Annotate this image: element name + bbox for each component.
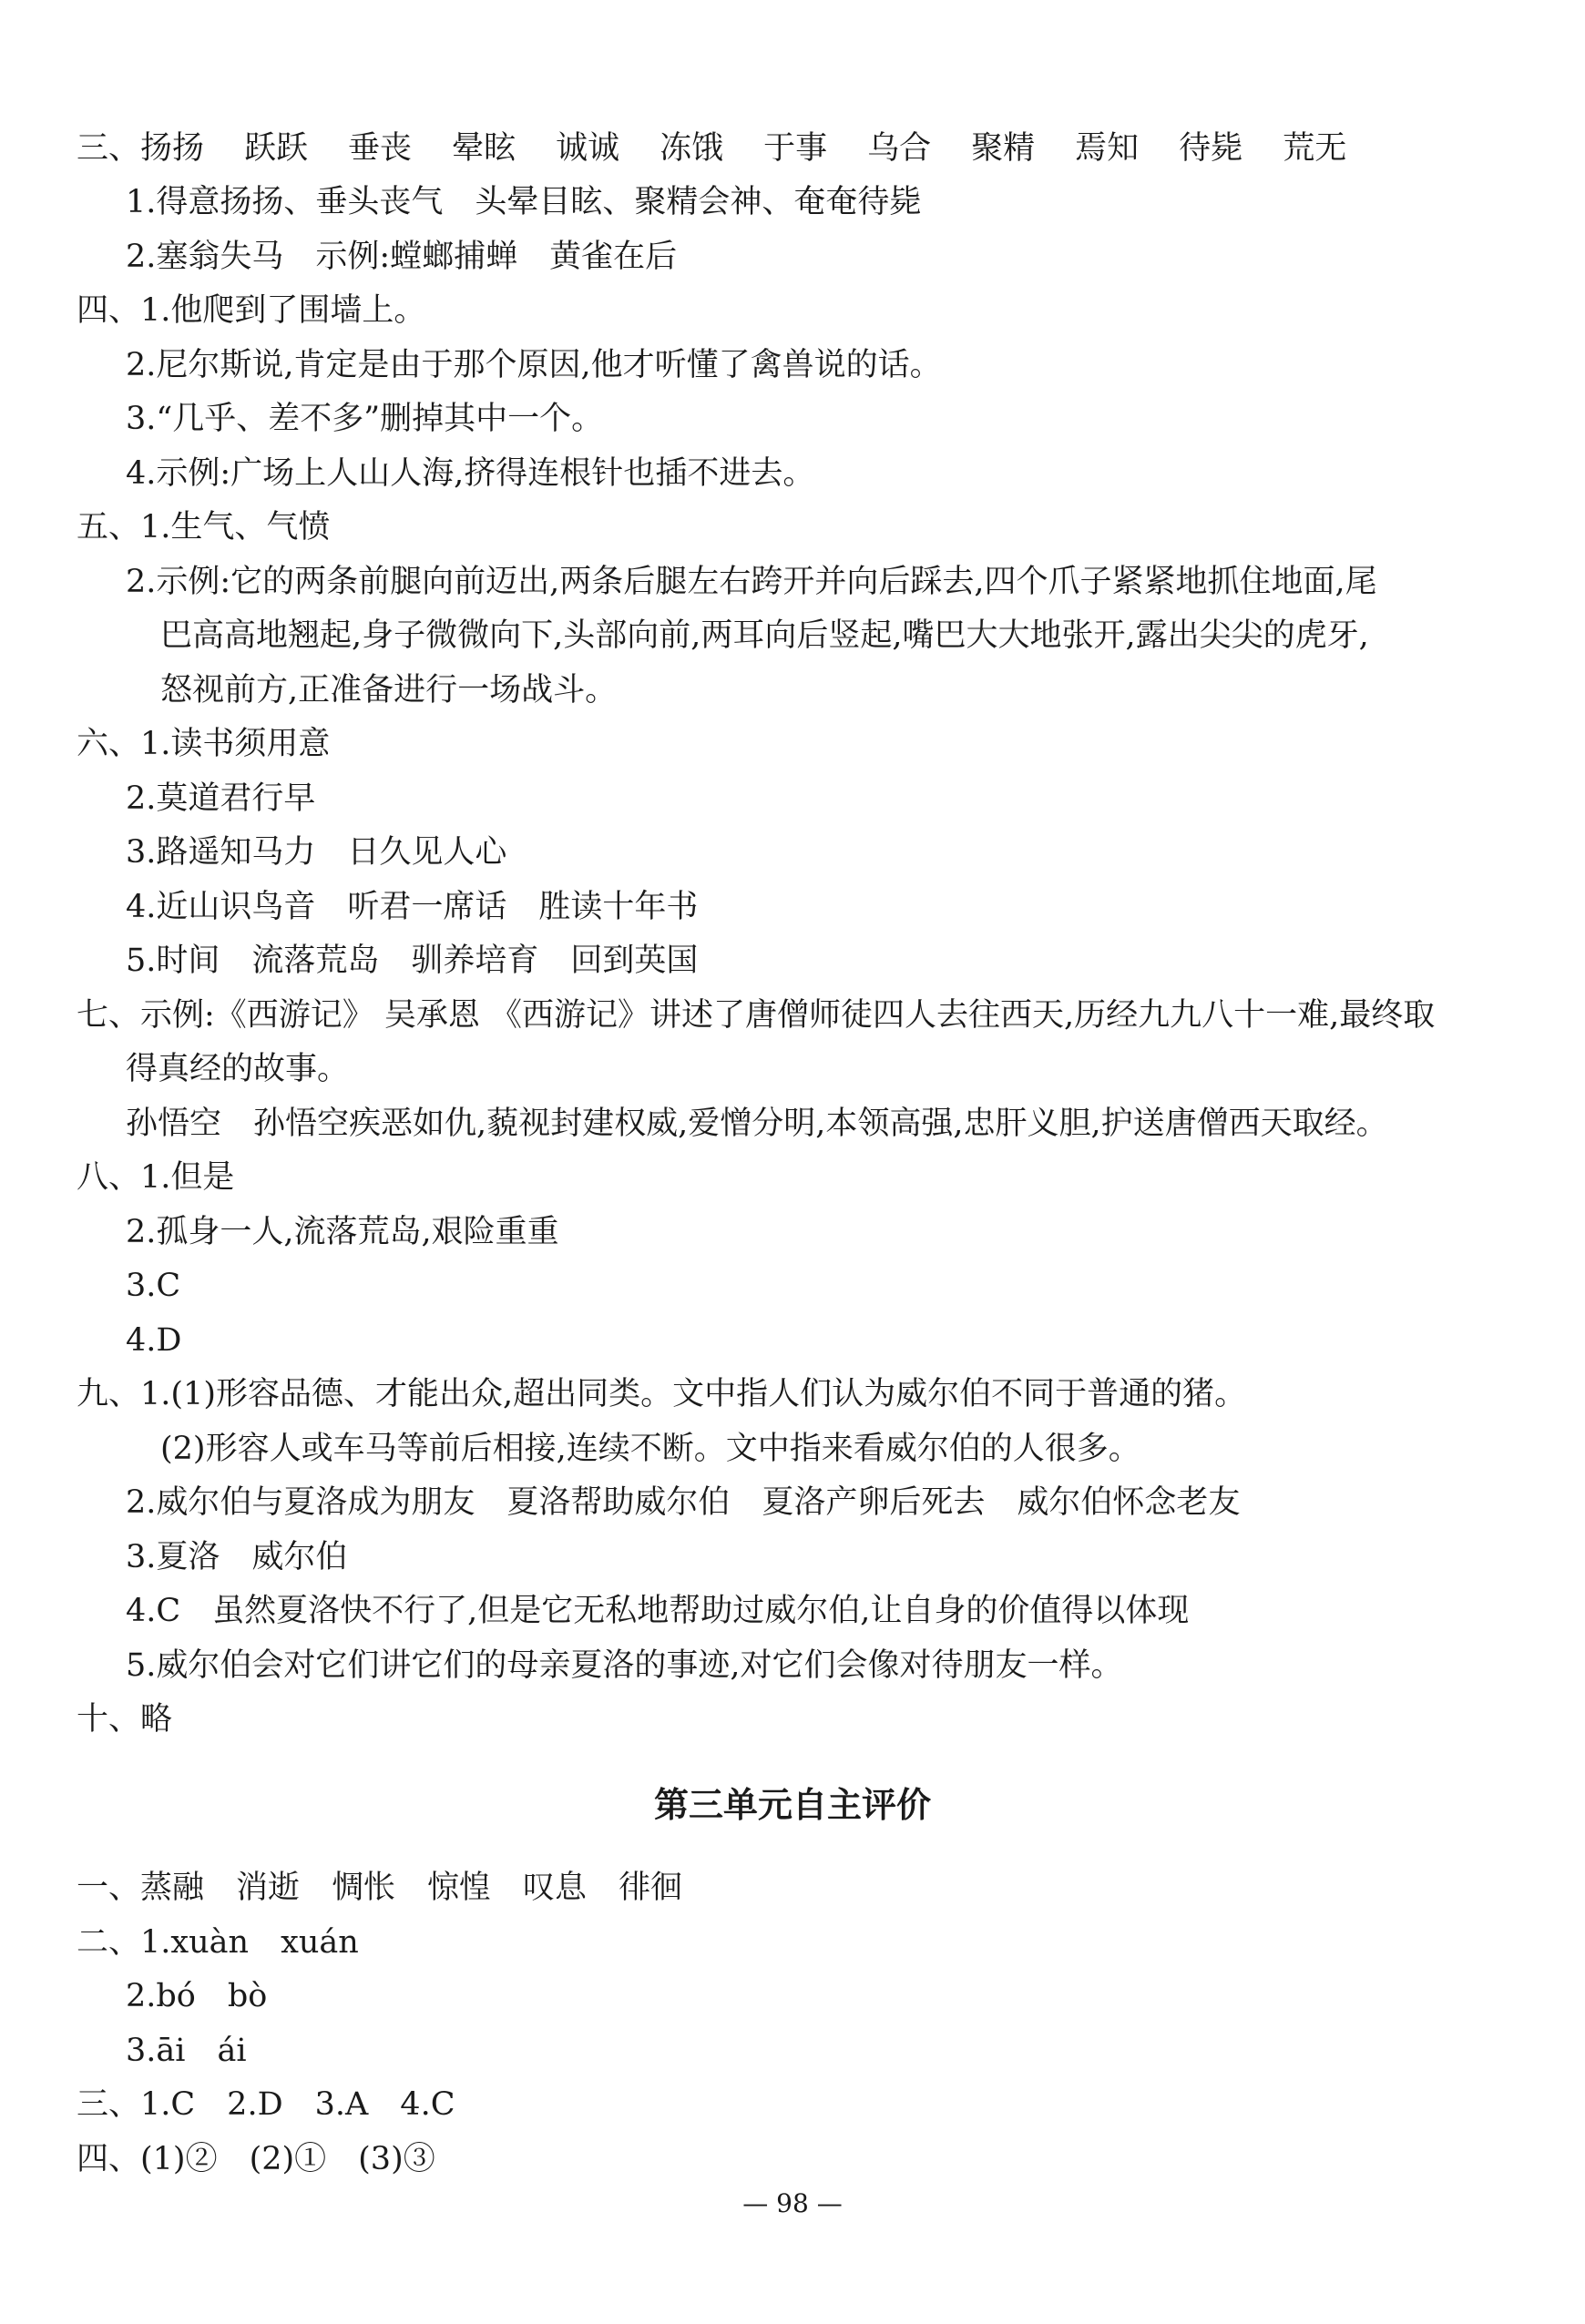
answer-line: 5.时间 流落荒岛 驯养培育 回到英国 (126, 943, 699, 979)
answer-line: 5.威尔伯会对它们讲它们的母亲夏洛的事迹,对它们会像对待朋友一样。 (126, 1647, 1123, 1684)
page-number: — 98 — (742, 2188, 843, 2218)
answer-line: 得真经的故事。 (126, 1051, 350, 1087)
unit-title: 第三单元自主评价 (653, 1785, 931, 1825)
answer-line: (2)形容人或车马等前后相接,连续不断。文中指来看威尔伯的人很多。 (160, 1431, 1140, 1467)
word-pair: 待毙 (1179, 130, 1243, 167)
answer-line: 九、1.(1)形容品德、才能出众,超出同类。文中指人们认为威尔伯不同于普通的猪。 (77, 1376, 1247, 1412)
answer-line: 3.C (126, 1268, 181, 1304)
answer-line: 2.尼尔斯说,肯定是由于那个原因,他才听懂了禽兽说的话。 (126, 347, 942, 383)
word-pair: 焉知 (1075, 130, 1140, 167)
answer-line: 4.示例:广场上人山人海,挤得连根针也插不进去。 (126, 455, 815, 492)
answer-line: 3.路遥知马力 日久见人心 (126, 834, 507, 871)
answer-line: 巴高高地翘起,身子微微向下,头部向前,两耳向后竖起,嘴巴大大地张开,露出尖尖的虎牙, (160, 617, 1369, 654)
answer-line: 2.莫道君行早 (126, 780, 316, 817)
answer-line: 3.夏洛 威尔伯 (126, 1539, 348, 1575)
answer-line: 孙悟空 孙悟空疾恶如仇,藐视封建权威,爱憎分明,本领高强,忠肝义胆,护送唐僧西天取经。 (126, 1106, 1388, 1142)
answer-line: 2.bó bò (126, 1978, 268, 2014)
word-pair: 扬扬 (140, 130, 205, 167)
answer-line: 2.威尔伯与夏洛成为朋友 夏洛帮助威尔伯 夏洛产卵后死去 威尔伯怀念老友 (126, 1484, 1241, 1521)
answer-line: 五、1.生气、气愤 (77, 509, 331, 545)
answer-line: 3.“几乎、差不多”删掉其中一个。 (126, 401, 604, 437)
answer-line: 八、1.但是 (77, 1159, 235, 1196)
answer-line: 2.孤身一人,流落荒岛,艰险重重 (126, 1214, 559, 1250)
word-pair: 于事 (763, 130, 828, 167)
word-pair: 荒无 (1283, 130, 1347, 167)
word-pair: 诚诚 (556, 130, 620, 167)
answer-line: 2.示例:它的两条前腿向前迈出,两条后腿左右跨开并向后踩去,四个爪子紧紧地抓住地面,尾 (126, 564, 1377, 600)
word-pair: 垂丧 (348, 130, 413, 167)
answer-line: 4.近山识鸟音 听君一席话 胜读十年书 (126, 889, 699, 925)
answer-line: 2.塞翁失马 示例:螳螂捕蝉 黄雀在后 (126, 239, 678, 275)
word-pair: 聚精 (971, 130, 1036, 167)
section-3-words: 三、扬扬 跃跃 垂丧 晕眩 诚诚 冻饿 于事 乌合 聚精 焉知 待毙 荒无 (77, 130, 1347, 167)
answer-line: 三、1.C 2.D 3.A 4.C (77, 2086, 455, 2123)
word-pair: 冻饿 (660, 130, 724, 167)
answer-line: 1.得意扬扬、垂头丧气 头晕目眩、聚精会神、奄奄待毙 (126, 184, 922, 220)
word-pair: 乌合 (867, 130, 932, 167)
word-pair: 晕眩 (452, 130, 516, 167)
answer-line: 4.C 虽然夏洛快不行了,但是它无私地帮助过威尔伯,让自身的价值得以体现 (126, 1593, 1190, 1629)
answer-line: 四、1.他爬到了围墙上。 (77, 292, 426, 329)
answer-line: 四、(1)② (2)① (3)③ (77, 2141, 435, 2177)
word-pair: 跃跃 (244, 130, 309, 167)
answer-line: 4.D (126, 1322, 182, 1359)
answer-line: 二、1.xuàn xuán (77, 1924, 359, 1961)
answer-line: 七、示例:《西游记》 吴承恩 《西游记》讲述了唐僧师徒四人去往西天,历经九九八十一难,最终取 (77, 997, 1436, 1034)
answer-line: 十、略 (77, 1701, 173, 1738)
answer-line: 六、1.读书须用意 (77, 726, 331, 762)
answer-line: 一、蒸融 消逝 惆怅 惊惶 叹息 徘徊 (77, 1870, 683, 1906)
answer-line: 3.āi ái (126, 2033, 247, 2069)
answer-line: 怒视前方,正准备进行一场战斗。 (160, 672, 618, 708)
